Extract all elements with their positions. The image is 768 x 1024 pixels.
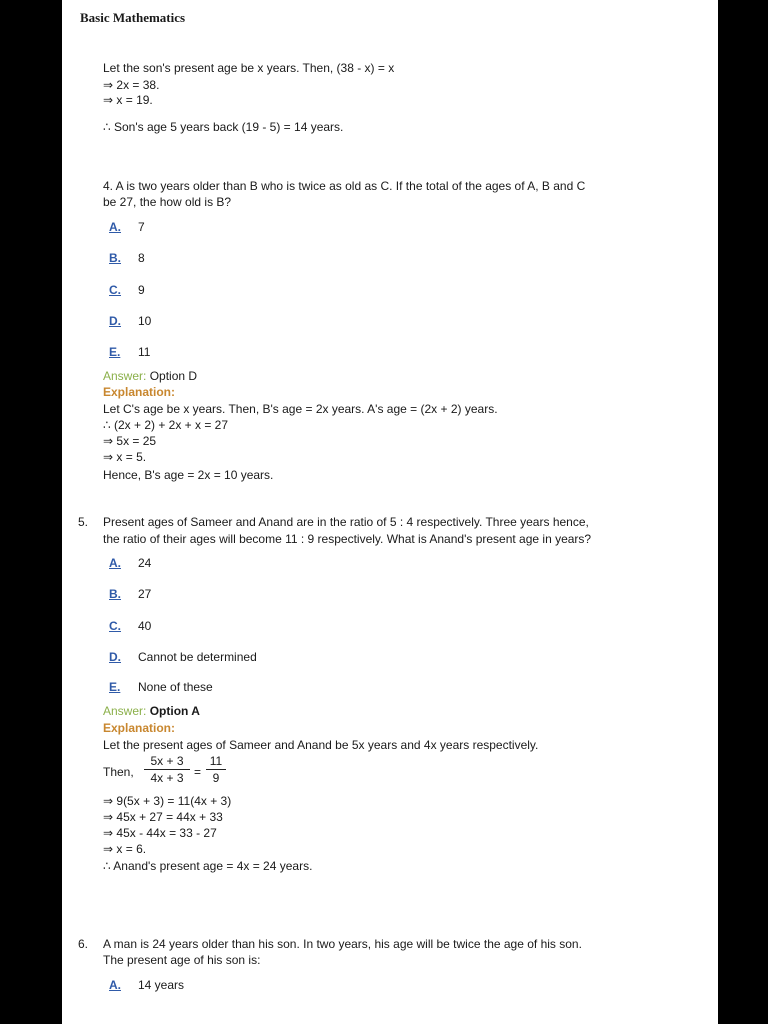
question-4-text: 4. A is two years older than B who is twice as old as C. If the total of the ages of A, B and C — [103, 179, 586, 193]
question-5-text: the ratio of their ages will become 11 : 9 respectively. What is Anand's present age in years? — [103, 532, 592, 546]
answer-label: Answer: — [103, 704, 147, 718]
option-b-text: 27 — [138, 587, 152, 601]
solution-line: ⇒ 2x = 38. — [103, 78, 160, 92]
answer-label: Answer: — [103, 369, 147, 383]
explanation-step: ⇒ 45x - 44x = 33 - 27 — [103, 826, 217, 840]
option-e-link[interactable]: E. — [109, 680, 121, 694]
explanation-conclusion: Hence, B's age = 2x = 10 years. — [103, 468, 274, 482]
explanation-line: Let the present ages of Sameer and Anand be 5x years and 4x years respectively. — [103, 738, 539, 752]
fraction-right — [206, 754, 226, 785]
option-e-link[interactable]: E. — [109, 345, 121, 359]
question-5-number: 5. — [78, 515, 89, 529]
option-a-text: 7 — [138, 220, 145, 234]
solution-line: Let the son's present age be x years. Then, (38 - x) = x — [103, 61, 395, 75]
option-b-link[interactable]: B. — [109, 587, 121, 601]
solution-line: ⇒ x = 19. — [103, 93, 153, 107]
option-d-link[interactable]: D. — [109, 314, 121, 328]
explanation-conclusion: ∴ Anand's present age = 4x = 24 years. — [103, 859, 313, 873]
option-e-text: None of these — [138, 680, 213, 694]
option-d-text: 10 — [138, 314, 152, 328]
question-5-text: Present ages of Sameer and Anand are in the ratio of 5 : 4 respectively. Three years hence, — [103, 515, 589, 529]
answer-line — [103, 704, 200, 719]
equals-sign: = — [194, 765, 202, 779]
option-a-link[interactable]: A. — [109, 220, 121, 234]
fraction-left — [144, 754, 190, 785]
explanation-line: ⇒ 5x = 25 — [103, 434, 157, 448]
option-b-link[interactable]: B. — [109, 251, 121, 265]
question-6-number: 6. — [78, 937, 89, 951]
document-page — [62, 0, 718, 1024]
explanation-step: ⇒ 45x + 27 = 44x + 33 — [103, 810, 223, 824]
option-d-text: Cannot be determined — [138, 650, 257, 664]
answer-value: Option D — [149, 369, 198, 383]
question-6-text: The present age of his son is: — [103, 953, 261, 967]
fraction-denominator: 4x + 3 — [150, 771, 184, 785]
option-b-text: 8 — [138, 251, 145, 265]
option-d-link[interactable]: D. — [109, 650, 121, 664]
answer-value: Option A — [149, 704, 200, 718]
option-a-text: 14 years — [138, 978, 185, 992]
explanation-label: Explanation: — [103, 385, 176, 399]
explanation-step: ⇒ x = 6. — [103, 842, 147, 856]
fraction-numerator: 5x + 3 — [150, 754, 184, 768]
explanation-line: ⇒ x = 5. — [103, 450, 147, 464]
fraction-bar — [206, 769, 226, 770]
explanation-label: Explanation: — [103, 721, 176, 735]
option-c-link[interactable]: C. — [109, 619, 121, 633]
option-e-text: 11 — [138, 345, 151, 359]
question-4-text: be 27, the how old is B? — [103, 195, 232, 209]
option-c-text: 40 — [138, 619, 152, 633]
fraction-denominator: 9 — [212, 771, 220, 785]
fraction-bar — [144, 769, 190, 770]
explanation-line: Let C's age be x years. Then, B's age = 2x years. A's age = (2x + 2) years. — [103, 402, 498, 416]
option-a-text: 24 — [138, 556, 152, 570]
then-label: Then, — [103, 765, 134, 779]
solution-conclusion: ∴ Son's age 5 years back (19 - 5) = 14 years. — [103, 120, 344, 134]
explanation-line: ∴ (2x + 2) + 2x + x = 27 — [103, 418, 229, 432]
option-a-link[interactable]: A. — [109, 978, 121, 992]
explanation-step: ⇒ 9(5x + 3) = 11(4x + 3) — [103, 794, 232, 808]
fraction-numerator: 11 — [209, 754, 223, 768]
answer-line — [103, 369, 197, 384]
question-6-text: A man is 24 years older than his son. In two years, his age will be twice the age of his son. — [103, 937, 582, 951]
option-a-link[interactable]: A. — [109, 556, 121, 570]
option-c-text: 9 — [138, 283, 145, 297]
option-c-link[interactable]: C. — [109, 283, 121, 297]
page-header: Basic Mathematics — [80, 10, 186, 25]
